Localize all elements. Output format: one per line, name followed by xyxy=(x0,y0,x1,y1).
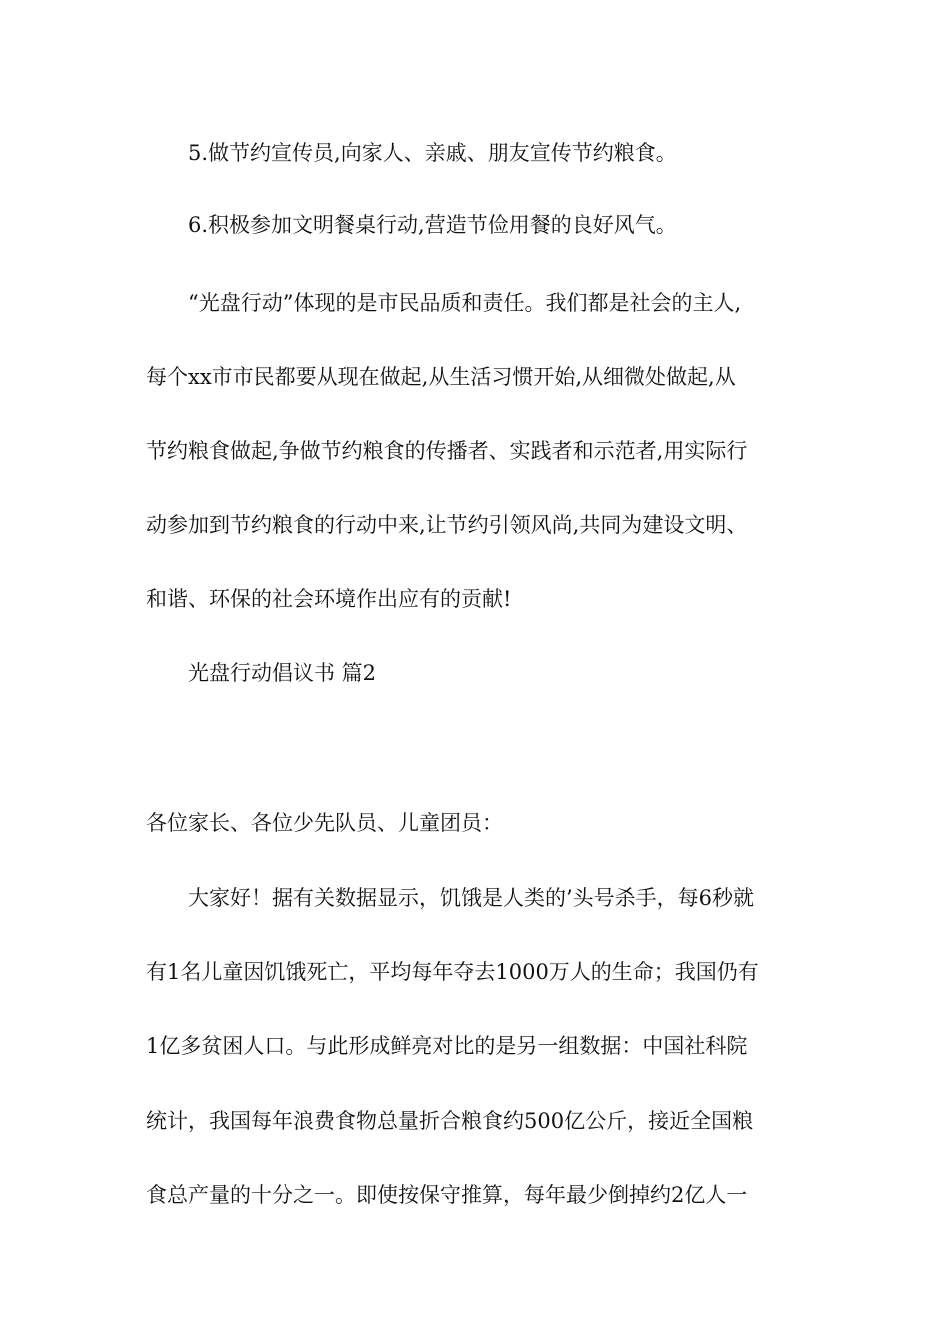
salutation: 各位家长、各位少先队员、儿童团员： xyxy=(146,811,503,835)
paragraph-line: 节约粮食做起,争做节约粮食的传播者、实践者和示范者,用实际行 xyxy=(146,439,748,463)
section-heading: 光盘行动倡议书 篇2 xyxy=(188,661,377,685)
paragraph-line: 动参加到节约粮食的行动中来,让节约引领风尚,共同为建设文明、 xyxy=(146,513,748,537)
paragraph-line: 和谐、环保的社会环境作出应有的贡献! xyxy=(146,587,512,611)
list-item-6: 6.积极参加文明餐桌行动,营造节俭用餐的良好风气。 xyxy=(188,213,677,237)
paragraph-line: 每个xx市市民都要从现在做起,从生活习惯开始,从细微处做起,从 xyxy=(146,365,736,389)
paragraph-line: 1亿多贫困人口。与此形成鲜亮对比的是另一组数据：中国社科院 xyxy=(146,1034,748,1058)
paragraph-line: 大家好！据有关数据显示，饥饿是人类的’头号杀手，每6秒就 xyxy=(188,886,755,910)
paragraph-line: 统计，我国每年浪费食物总量折合粮食约500亿公斤，接近全国粮 xyxy=(146,1109,754,1133)
paragraph-line: 食总产量的十分之一。即使按保守推算，每年最少倒掉约2亿人一 xyxy=(146,1183,748,1207)
list-item-5: 5.做节约宣传员,向家人、亲戚、朋友宣传节约粮食。 xyxy=(188,141,677,165)
paragraph-line: “光盘行动”体现的是市民品质和责任。我们都是社会的主人, xyxy=(188,291,742,315)
paragraph-line: 有1名儿童因饥饿死亡，平均每年夺去1000万人的生命；我国仍有 xyxy=(146,960,759,984)
